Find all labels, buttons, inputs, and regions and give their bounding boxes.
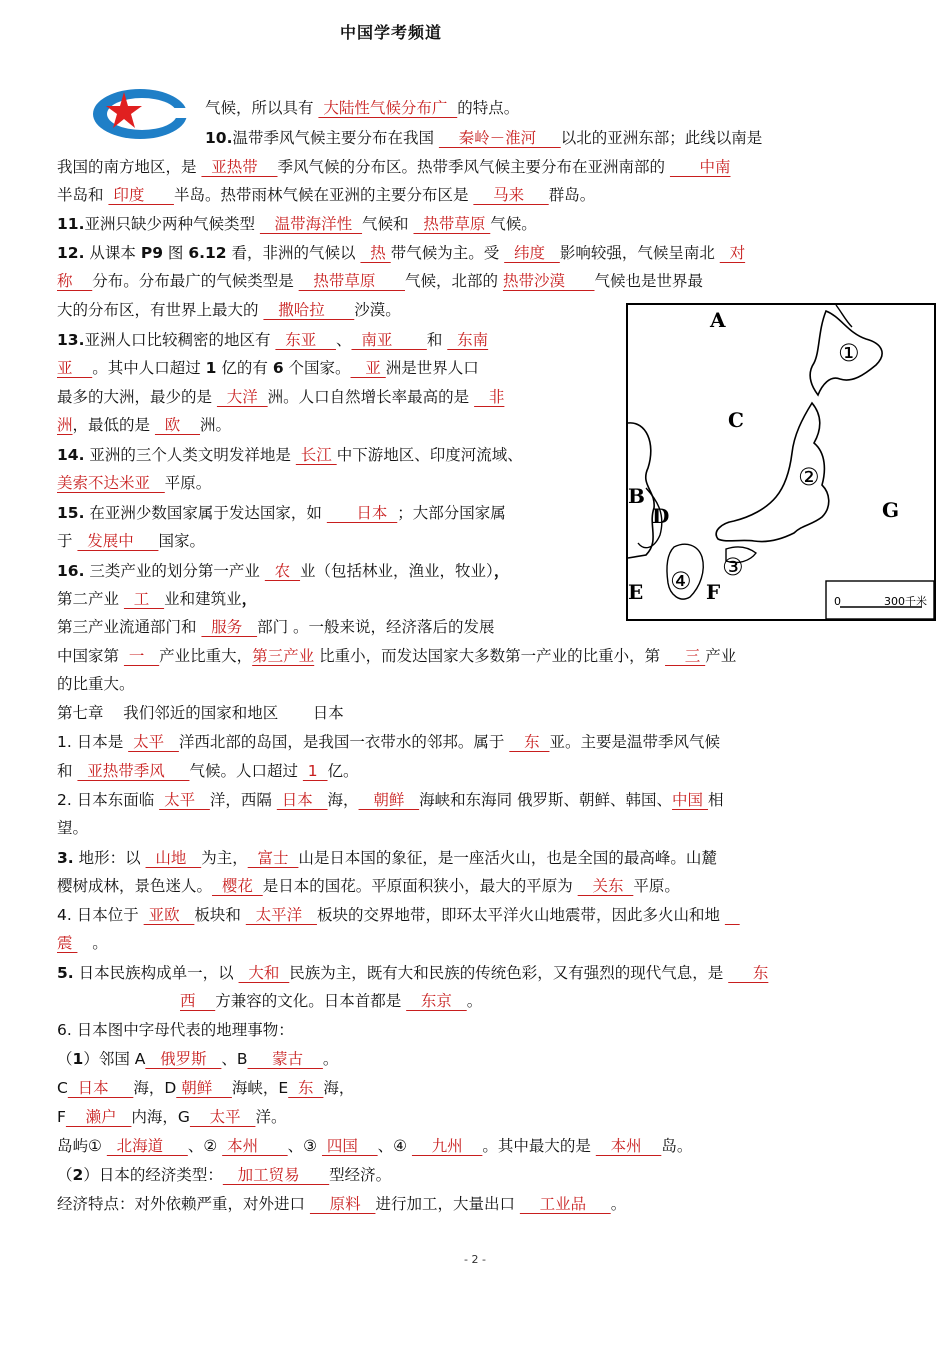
text-line: C 日本 海，D 朝鲜 海峡，E 东 海， [57,1079,355,1097]
text-line: 10.温带季风气候主要分布在我国 秦岭－淮河 以北的亚洲东部；此线以南是 [205,129,763,147]
text-line: 岛屿① 北海道 、② 本州 、③ 四国 、④ 九州 。其中最大的是 本州 岛。 [57,1137,693,1155]
text-line: 第三产业流通部门和 服务 部门 。一般来说，经济落后的发展 [57,618,495,636]
text-line: 第二产业 工 业和建筑业， [57,590,258,608]
text-line: 的比重大。 [57,675,135,693]
text-line: （1）邻国 A 俄罗斯 、B 蒙古 。 [57,1050,339,1068]
text-line: 称 分布。分布最广的气候类型是 热带草原 气候，北部的 热带沙漠 气候也是世界最 [57,272,704,290]
map-label-a: A [710,308,726,332]
island-3: ③ [722,553,744,581]
page-number: - 2 - [464,1253,486,1266]
text-line: 于 发展中 国家。 [57,532,205,550]
island-2: ② [798,463,820,491]
island-4: ④ [670,567,692,595]
text-line: 最多的大洲，最少的是 大洋 洲。人口自然增长率最高的是 非 [57,388,505,406]
island-1: ① [838,339,860,367]
text-line: 亚 。其中人口超过 1 亿的有 6 个国家。 亚 洲是世界人口 [57,359,479,377]
map-label-e: E [628,580,644,604]
text-line: 和 亚热带季风 气候。人口超过 1 亿。 [57,762,359,780]
text-line: 美索不达米亚 平原。 [57,474,212,492]
scale-label: 300千米 [884,595,927,608]
text-line: F 濑户 内海，G 太平 洋。 [57,1108,287,1126]
text-line: 经济特点：对外依赖严重，对外进口 原料 进行加工，大量出口 工业品 。 [57,1195,627,1213]
text-line: 望。 [57,819,89,837]
header-brand: 中国学考频道 [340,23,443,42]
text-line: 15. 在亚洲少数国家属于发达国家，如 日本 ；大部分国家属 [57,504,506,522]
text-line: 震 。 [57,934,108,952]
logo-icon [90,84,190,144]
japan-map [626,303,936,621]
text-line: 我国的南方地区，是 亚热带 季风气候的分布区。热带季风气候主要分布在亚洲南部的 中南 [57,158,731,176]
map-label-f: F [706,580,721,604]
text-line: （2）日本的经济类型： 加工贸易 型经济。 [57,1166,392,1184]
text-line: 12. 从课本 P9 图 6.12 看，非洲的气候以 热 带气候为主。受 纬度 影响较强，气候呈南北 对 [57,244,746,262]
text-line: 大的分布区，有世界上最大的 撒哈拉 沙漠。 [57,301,401,319]
text-line: 樱树成林，景色迷人。 樱花 是日本的国花。平原面积狭小，最大的平原为 关东 平原。 [57,877,680,895]
text-line: 洲，最低的是 欧 洲。 [57,416,232,434]
text-line: 4. 日本位于 亚欧 板块和 太平洋 板块的交界地带，即环太平洋火山地震带，因此多火山和地 [57,906,725,924]
text-line: 14. 亚洲的三个人类文明发祥地是 长江 中下游地区、印度河流域、 [57,446,523,464]
map-label-d: D [652,504,670,528]
text-line: 西 方兼容的文化。日本首都是 东京 。 [180,992,483,1010]
text-line: 气候，所以具有 大陆性气候分布广 的特点。 [205,99,520,117]
text-line: 11.亚洲只缺少两种气候类型 温带海洋性 气候和 热带草原 气候。 [57,215,537,233]
text-line: 2. 日本东面临 太平 洋，西隔 日本 海， 朝鲜 海峡和东海同 俄罗斯、朝鲜、韩国、中国 相 [57,791,724,809]
scale-zero: 0 [834,595,841,608]
text-line: 3. 地形：以 山地 为主， 富士 山是日本国的象征，是一座活火山，也是全国的最高峰。山麓 [57,849,717,867]
map-label-c: C [728,408,744,432]
text-line: 1. 日本是 太平 洋西北部的岛国，是我国一衣带水的邻邦。属于 东 亚。主要是温带季风气候 [57,733,720,751]
text-line: 第七章 我们邻近的国家和地区 日本 [57,704,344,722]
text-line: 16. 三类产业的划分第一产业 农 业（包括林业，渔业，牧业）， [57,562,510,580]
text-line: 6. 日本图中字母代表的地理事物： [57,1021,294,1039]
text-line: 13.亚洲人口比较稠密的地区有 东亚 、 南亚 和 东南 [57,331,489,349]
map-label-g: G [882,498,900,522]
map-label-b: B [628,484,645,508]
text-line: 5. 日本民族构成单一，以 大和 民族为主，既有大和民族的传统色彩，又有强烈的现代气息，是 东 [57,964,769,982]
text-line: 中国家第 一 产业比重大，第三产业 比重小，而发达国家大多数第一产业的比重小，第 三 产业 [57,647,737,665]
text-line: 半岛和 印度 半岛。热带雨林气候在亚洲的主要分布区是 马来 群岛。 [57,186,596,204]
